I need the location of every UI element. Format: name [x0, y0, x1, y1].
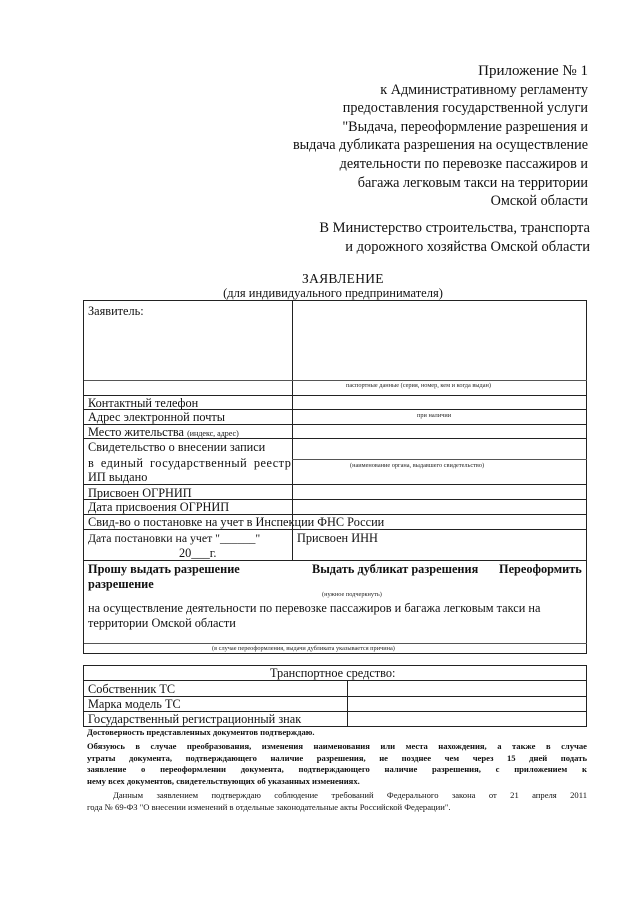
inn-label: Присвоен ИНН — [297, 531, 378, 545]
fns-registration-label: Свид-во о постановке на учет в Инспекции ФНС России — [88, 515, 385, 529]
appendix-line: "Выдача, переоформление разрешения и — [342, 118, 588, 135]
obligation-statement — [87, 741, 587, 787]
applicant-value-field[interactable] — [293, 302, 586, 379]
vehicle-owner-field[interactable] — [348, 681, 586, 695]
vehicle-owner-label: Собственник ТС — [88, 682, 176, 696]
appendix-line: к Административному регламенту — [380, 81, 588, 98]
phone-label: Контактный телефон — [88, 396, 199, 410]
ogrnip-date-label: Дата присвоения ОГРНИП — [88, 500, 230, 514]
ogrnip-date-field[interactable] — [293, 500, 586, 513]
certificate-label-line: Свидетельство о внесении записи — [88, 440, 266, 454]
registration-year-line: 20___г. — [179, 546, 217, 560]
email-label: Адрес электронной почты — [88, 410, 226, 424]
residence-field[interactable] — [293, 425, 586, 437]
vehicle-table-header: Транспортное средство: — [270, 666, 396, 680]
appendix-line: выдача дубликата разрешения на осуществление — [292, 137, 588, 154]
residence-hint: (индекс, адрес) — [187, 429, 239, 438]
vehicle-model-field[interactable] — [348, 697, 586, 710]
law-line: Данным заявлением подтверждаю соблюдение требований Федерального закона от 21 апреля 2011 — [113, 790, 587, 800]
application-table — [83, 300, 587, 654]
recipient-line: и дорожного хозяйства Омской области — [345, 239, 590, 255]
appendix-header — [258, 62, 588, 211]
request-issue-option[interactable]: Прошу выдать разрешение — [88, 562, 240, 576]
request-reissue-option[interactable]: Переоформить — [499, 562, 582, 576]
obligation-line: утраты документа, подтверждающего наличие разрешения, не позднее чем через 15 дней подать — [87, 752, 587, 763]
reason-field[interactable] — [85, 631, 586, 643]
obligation-line: заявление о переоформлении документа, подтверждающего наличие разрешения, с приложением к — [87, 764, 587, 775]
recipient-line: В Министерство строительства, транспорта — [319, 220, 590, 236]
email-hint: при наличии — [417, 412, 452, 419]
registration-date-line: Дата постановки на учет "______" — [88, 531, 261, 545]
obligation-line: нему всех документов, свидетельствующих об указанных изменениях. — [87, 775, 360, 786]
appendix-line: деятельности по перевозке пассажиров и — [339, 155, 588, 172]
law-statement — [87, 790, 587, 813]
issuer-hint: (наименование органа, выдавшего свидетельство) — [350, 462, 485, 469]
obligation-line: Обязуюсь в случае преобразования, изменения наименования или места нахождения, а также в случае — [87, 741, 587, 751]
applicant-label: Заявитель: — [88, 304, 144, 318]
vehicle-plate-field[interactable] — [348, 712, 586, 726]
residence-label-text: Место жительства — [88, 425, 185, 439]
accuracy-statement: Достоверность представленных документов подтверждаю. — [87, 727, 315, 737]
ogrnip-label: Присвоен ОГРНИП — [88, 486, 192, 500]
recipient-block — [260, 219, 590, 257]
vehicle-table — [83, 665, 587, 727]
law-line: года № 69-ФЗ "О внесении изменений в отдельные законодательные акты Российской Федерации". — [87, 801, 451, 812]
email-field[interactable] — [293, 410, 586, 423]
form-subtitle: (для индивидуального предпринимателя) — [223, 286, 443, 300]
passport-hint: паспортные данные (серия, номер, кем и когда выдан) — [346, 382, 492, 389]
inn-field[interactable] — [374, 531, 586, 559]
vehicle-plate-label: Государственный регистрационный знак — [88, 712, 302, 726]
underline-hint: (нужное подчеркнуть) — [322, 591, 382, 598]
residence-label — [88, 425, 239, 441]
appendix-line: предоставления государственной услуги — [342, 100, 588, 117]
request-reissue-continuation: разрешение — [88, 577, 154, 591]
ogrnip-field[interactable] — [293, 485, 586, 498]
purpose-line: на осуществление деятельности по перевозке пассажиров и багажа легковым такси на — [88, 601, 541, 615]
appendix-line: Омской области — [490, 193, 588, 210]
reason-hint: (в случае переоформления, выдачи дубликата указывается причина) — [212, 645, 395, 652]
form-title: ЗАЯВЛЕНИЕ — [302, 271, 384, 286]
appendix-line: Приложение № 1 — [478, 63, 588, 79]
phone-field[interactable] — [293, 396, 586, 408]
certificate-label-line: ИП выдано — [88, 470, 148, 484]
request-duplicate-option[interactable]: Выдать дубликат разрешения — [312, 562, 479, 576]
appendix-line: багажа легковым такси на территории — [357, 174, 588, 191]
certificate-field[interactable] — [293, 439, 586, 458]
purpose-line: территории Омской области — [88, 616, 236, 630]
vehicle-model-label: Марка модель ТС — [88, 697, 181, 711]
certificate-label-line: в единый государственный реестр — [88, 456, 292, 470]
